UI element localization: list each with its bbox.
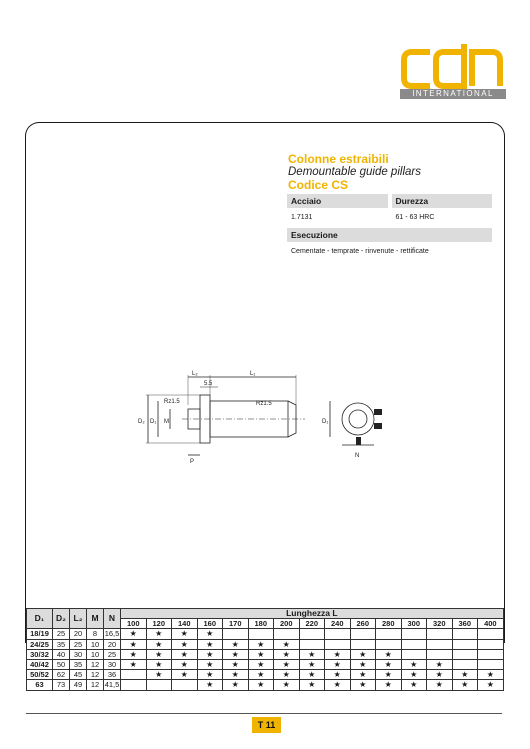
- availability-cell: ★: [197, 680, 223, 690]
- cell-l2: 45: [70, 670, 87, 680]
- cell-n: 36: [104, 670, 121, 680]
- label-l2: L₂: [192, 371, 198, 377]
- acciaio-label: Acciaio: [287, 194, 388, 208]
- availability-cell: ★: [223, 659, 249, 669]
- availability-cell: [121, 680, 147, 690]
- cell-d1: 24/25: [27, 639, 53, 649]
- availability-cell: ★: [401, 659, 427, 669]
- header-l2: L₂: [70, 609, 87, 629]
- cell-d2: 50: [53, 659, 70, 669]
- length-header: 160: [197, 619, 223, 629]
- availability-cell: [452, 639, 478, 649]
- table-row: [27, 639, 504, 649]
- label-d1: D₁: [150, 419, 157, 425]
- availability-cell: ★: [146, 649, 172, 659]
- length-header: 200: [274, 619, 300, 629]
- availability-cell: [478, 639, 504, 649]
- table-row: [27, 649, 504, 659]
- availability-cell: ★: [478, 670, 504, 680]
- availability-cell: ★: [121, 649, 147, 659]
- table-row: [27, 659, 504, 669]
- cell-d2: 73: [53, 680, 70, 690]
- cell-m: 12: [87, 670, 104, 680]
- title-english: Demountable guide pillars: [288, 166, 421, 178]
- availability-cell: [452, 649, 478, 659]
- availability-cell: [299, 639, 325, 649]
- cell-d1: 18/19: [27, 629, 53, 639]
- title-italian: Colonne estraibili: [288, 152, 389, 166]
- availability-cell: ★: [197, 659, 223, 669]
- availability-cell: ★: [376, 680, 402, 690]
- label-l1: L₁: [250, 371, 256, 377]
- cell-m: 10: [87, 639, 104, 649]
- availability-cell: ★: [248, 670, 274, 680]
- length-header: 220: [299, 619, 325, 629]
- availability-cell: [325, 629, 351, 639]
- cell-n: 25: [104, 649, 121, 659]
- label-p: P: [190, 459, 195, 465]
- table-row: [27, 629, 504, 639]
- availability-cell: ★: [427, 670, 453, 680]
- length-header: 140: [172, 619, 198, 629]
- availability-cell: ★: [427, 680, 453, 690]
- durezza-label: Durezza: [392, 194, 493, 208]
- availability-cell: [376, 639, 402, 649]
- availability-cell: ★: [325, 649, 351, 659]
- clamp-piece-1: [374, 409, 382, 415]
- availability-cell: ★: [274, 659, 300, 669]
- availability-cell: ★: [197, 670, 223, 680]
- availability-cell: ★: [427, 659, 453, 669]
- end-view-inner: [349, 410, 367, 428]
- availability-cell: [478, 649, 504, 659]
- length-header: 170: [223, 619, 249, 629]
- availability-cell: ★: [350, 670, 376, 680]
- dimensions-body: [27, 629, 504, 690]
- availability-cell: [401, 639, 427, 649]
- length-header: 300: [401, 619, 427, 629]
- cdn-logo: [400, 44, 506, 100]
- cell-d2: 40: [53, 649, 70, 659]
- length-header: 280: [376, 619, 402, 629]
- clamp-piece-3: [356, 437, 361, 445]
- cell-n: 20: [104, 639, 121, 649]
- availability-cell: [427, 629, 453, 639]
- availability-cell: ★: [146, 659, 172, 669]
- cell-m: 10: [87, 649, 104, 659]
- cell-l2: 30: [70, 649, 87, 659]
- end-view-outer: [342, 403, 374, 435]
- cell-d1: 30/32: [27, 649, 53, 659]
- cell-d1: 50/52: [27, 670, 53, 680]
- availability-cell: [172, 680, 198, 690]
- availability-cell: ★: [299, 680, 325, 690]
- availability-cell: ★: [172, 659, 198, 669]
- table-row: [27, 680, 504, 690]
- availability-cell: ★: [274, 639, 300, 649]
- page-number: T 11: [252, 717, 281, 733]
- label-ra1: Rz1.5: [164, 399, 180, 405]
- cell-m: 12: [87, 680, 104, 690]
- availability-cell: ★: [223, 649, 249, 659]
- table-row: [27, 670, 504, 680]
- footer-rule: [26, 713, 502, 714]
- availability-cell: ★: [223, 680, 249, 690]
- availability-cell: ★: [299, 649, 325, 659]
- availability-cell: [401, 649, 427, 659]
- esecuzione-value: Cementate - temprate - rinvenute - rettificate: [291, 248, 429, 255]
- availability-cell: [401, 629, 427, 639]
- label-s: 5.5: [204, 381, 213, 387]
- cell-n: 41,5: [104, 680, 120, 690]
- availability-cell: [427, 639, 453, 649]
- label-d1b: D₁: [322, 419, 329, 425]
- availability-cell: ★: [146, 639, 172, 649]
- label-n: N: [355, 453, 360, 459]
- availability-cell: [299, 629, 325, 639]
- availability-cell: ★: [248, 659, 274, 669]
- availability-cell: ★: [350, 680, 376, 690]
- header-m: M: [87, 609, 104, 629]
- cell-d2: 35: [53, 639, 70, 649]
- cell-d2: 62: [53, 670, 70, 680]
- availability-cell: [121, 670, 147, 680]
- availability-cell: ★: [376, 670, 402, 680]
- availability-cell: [427, 649, 453, 659]
- availability-cell: ★: [248, 639, 274, 649]
- acciaio-value: 1.7131: [291, 214, 313, 221]
- availability-cell: ★: [350, 649, 376, 659]
- durezza-value: 61 - 63 HRC: [395, 214, 435, 221]
- availability-cell: ★: [121, 659, 147, 669]
- cell-m: 8: [87, 629, 104, 639]
- availability-cell: ★: [452, 670, 478, 680]
- availability-cell: ★: [299, 659, 325, 669]
- availability-cell: [452, 629, 478, 639]
- availability-cell: ★: [172, 639, 198, 649]
- availability-cell: ★: [401, 680, 427, 690]
- availability-cell: ★: [478, 680, 504, 690]
- availability-cell: ★: [401, 670, 427, 680]
- availability-cell: ★: [325, 680, 351, 690]
- availability-cell: [274, 629, 300, 639]
- availability-cell: ★: [223, 639, 249, 649]
- header-n: N: [104, 609, 121, 629]
- availability-cell: [146, 680, 172, 690]
- availability-cell: ★: [146, 670, 172, 680]
- dimensions-table: [26, 608, 504, 691]
- header-d2: D₂: [53, 609, 70, 629]
- availability-cell: ★: [172, 670, 198, 680]
- availability-cell: ★: [274, 649, 300, 659]
- pillar-drawing: [130, 365, 390, 465]
- label-m: M: [164, 419, 169, 425]
- availability-cell: [452, 659, 478, 669]
- availability-cell: ★: [197, 649, 223, 659]
- availability-cell: ★: [223, 670, 249, 680]
- availability-cell: ★: [350, 659, 376, 669]
- availability-cell: ★: [325, 659, 351, 669]
- header-lunghezza: Lunghezza L: [121, 609, 504, 619]
- length-header: 120: [146, 619, 172, 629]
- length-header: 100: [121, 619, 147, 629]
- length-header: 320: [427, 619, 453, 629]
- availability-cell: ★: [197, 639, 223, 649]
- cell-d2: 25: [53, 629, 70, 639]
- cell-d1: 40/42: [27, 659, 53, 669]
- cell-d1: 63: [27, 680, 53, 690]
- cdn-wordmark: [400, 44, 506, 90]
- cell-l2: 49: [70, 680, 87, 690]
- availability-cell: ★: [325, 670, 351, 680]
- availability-cell: ★: [274, 680, 300, 690]
- availability-cell: ★: [197, 629, 223, 639]
- label-ra2: Rz1.5: [256, 401, 272, 407]
- availability-cell: [350, 639, 376, 649]
- availability-cell: ★: [274, 670, 300, 680]
- clamp-piece-2: [374, 423, 382, 429]
- length-header: 400: [478, 619, 504, 629]
- availability-cell: [350, 629, 376, 639]
- cell-l2: 35: [70, 659, 87, 669]
- length-header: 240: [325, 619, 351, 629]
- availability-cell: ★: [121, 629, 147, 639]
- spec-block: [287, 194, 492, 258]
- cell-n: 16,5: [104, 629, 120, 639]
- availability-cell: ★: [248, 649, 274, 659]
- availability-cell: [248, 629, 274, 639]
- length-header: 260: [350, 619, 376, 629]
- logo-subline: INTERNATIONAL: [400, 89, 506, 99]
- availability-cell: ★: [248, 680, 274, 690]
- availability-cell: [478, 629, 504, 639]
- length-header: 180: [248, 619, 274, 629]
- product-header: [288, 153, 498, 192]
- header-d1: D₁: [27, 609, 53, 629]
- availability-cell: [325, 639, 351, 649]
- availability-cell: ★: [376, 659, 402, 669]
- cell-n: 30: [104, 659, 121, 669]
- cell-l2: 25: [70, 639, 87, 649]
- cell-m: 12: [87, 659, 104, 669]
- esecuzione-label: Esecuzione: [287, 228, 492, 242]
- availability-cell: [376, 629, 402, 639]
- availability-cell: [478, 659, 504, 669]
- length-header: 360: [452, 619, 478, 629]
- availability-cell: ★: [452, 680, 478, 690]
- availability-cell: ★: [376, 649, 402, 659]
- availability-cell: ★: [146, 629, 172, 639]
- product-code: Codice CS: [288, 178, 349, 192]
- availability-cell: ★: [172, 649, 198, 659]
- label-d2: D₂: [138, 419, 145, 425]
- cell-l2: 20: [70, 629, 87, 639]
- availability-cell: [223, 629, 249, 639]
- availability-cell: ★: [299, 670, 325, 680]
- availability-cell: ★: [172, 629, 198, 639]
- availability-cell: ★: [121, 639, 147, 649]
